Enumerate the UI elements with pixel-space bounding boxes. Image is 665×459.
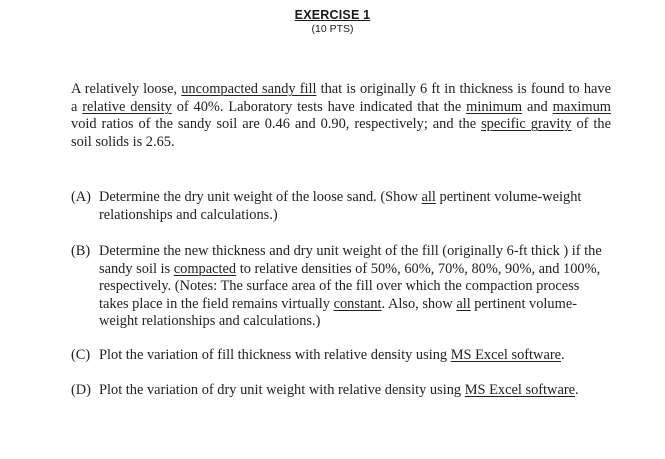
question-a — [71, 189, 601, 224]
underlined-constant: constant — [333, 295, 382, 312]
question-b-text-3: . Also, show — [381, 295, 457, 312]
question-b-text-1: Determine the new thickness and dry unit weight of the fill (originally 6-ft thick ) if the sandy soil is — [99, 243, 602, 277]
underlined-ms-excel-software: MS Excel software — [450, 347, 562, 363]
question-b-letter: (B) — [71, 243, 91, 259]
underlined-minimum: minimum — [466, 98, 523, 115]
underlined-relative-density: relative density — [82, 98, 172, 115]
question-c-text-1: Plot the variation of fill thickness with relative density using — [99, 347, 451, 363]
underlined-compacted: compacted — [173, 260, 237, 277]
question-c-letter: (C) — [71, 347, 91, 363]
intro-text-3: of 40%. Laboratory tests have indicated that the — [171, 98, 467, 115]
exercise-points: (10 PTS) — [311, 23, 354, 35]
underlined-ms-excel-software: MS Excel software — [464, 382, 576, 398]
underlined-specific-gravity: specific gravity — [481, 116, 572, 133]
question-a-text — [99, 189, 601, 224]
question-d-text-1: Plot the variation of dry unit weight with relative density using — [99, 382, 465, 398]
question-c-text — [99, 347, 601, 365]
underlined-all: all — [421, 189, 436, 205]
question-a-text-2: pertinent volume-weight relationships and calculations.) — [99, 189, 582, 223]
question-d-letter: (D) — [71, 382, 91, 398]
intro-text-2: that is originally 6 ft in thickness is found to have a — [71, 81, 611, 115]
underlined-uncompacted-sandy-fill: uncompacted sandy fill — [181, 81, 317, 97]
problem-statement — [71, 81, 611, 151]
question-a-letter: (A) — [71, 189, 91, 205]
question-c — [71, 347, 601, 365]
exercise-title: EXERCISE 1 — [294, 8, 371, 22]
exercise-header — [0, 8, 665, 35]
question-b-text — [99, 243, 606, 331]
question-c-text-2: . — [561, 347, 565, 363]
question-a-text-1: Determine the dry unit weight of the loose sand. (Show — [99, 189, 422, 205]
question-b-text-2: to relative densities of 50%, 60%, 70%, 80%, 90%, and 100%, respectively. (Notes: The surface area of the fill over which the compaction process takes place in the field remains virtually — [99, 260, 601, 312]
question-d — [71, 382, 601, 400]
underlined-maximum: maximum — [552, 98, 611, 115]
intro-text-6: of the soil solids is 2.65. — [71, 116, 612, 150]
question-d-text-2: . — [575, 382, 579, 398]
intro-text-1: A relatively loose, — [71, 81, 182, 97]
intro-text-5: void ratios of the sandy soil are 0.46 and 0.90, respectively; and the — [71, 116, 482, 133]
question-b-text-4: pertinent volume-weight relationships and calculations.) — [99, 295, 578, 330]
question-d-text — [99, 382, 601, 400]
underlined-all: all — [456, 295, 471, 312]
question-b — [71, 243, 606, 331]
intro-text-4: and — [522, 98, 553, 115]
